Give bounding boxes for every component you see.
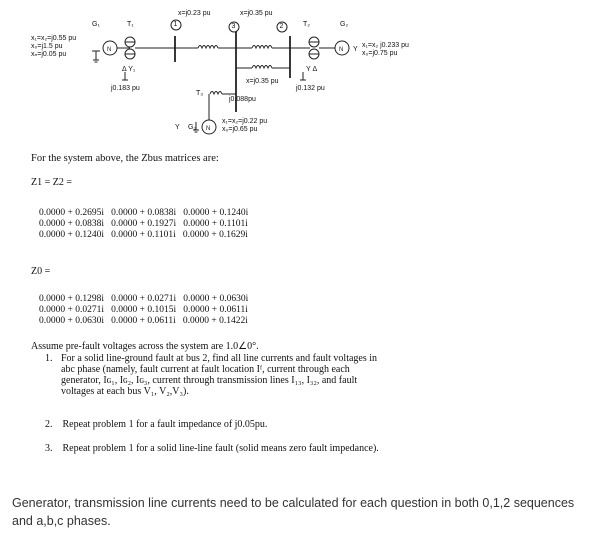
g2-label: G₂	[340, 21, 349, 28]
g3-label: G₃	[188, 124, 197, 131]
t2-label: T₂	[303, 21, 310, 28]
t2-winding-label: Y Δ	[306, 66, 318, 73]
t1-winding-label: Δ Y₁	[122, 66, 136, 73]
bus-3-label: 3	[231, 23, 236, 30]
t1-label: T₁	[127, 21, 134, 28]
bus-2-label: 2	[279, 23, 284, 30]
t1-reactance-label: j0.183 pu	[111, 85, 140, 92]
t3-label: T₃	[196, 90, 204, 97]
t3-reactance-label: j0.088pu	[229, 96, 256, 103]
assumption-text: Assume pre-fault voltages across the system are 1.0∠0°.	[31, 341, 259, 352]
z1-matrix	[39, 208, 248, 241]
intro-text: For the system above, the Zbus matrices are:	[31, 153, 219, 164]
line-32-label: x=j0.35 pu	[240, 10, 273, 17]
svg-text:N: N	[339, 47, 344, 53]
footnote: Generator, transmission line currents need to be calculated for each question in both 0,1,2 sequences and a,b,c phases.	[12, 496, 575, 528]
z1-matrix-row: 0.0000 + 0.1240i 0.0000 + 0.1101i 0.0000 + 0.1629i	[39, 230, 248, 240]
svg-text:N: N	[206, 126, 211, 132]
z0-matrix	[39, 294, 248, 327]
line-middle-label: x=j0.35 pu	[246, 78, 279, 85]
g2-y-label: Y	[353, 46, 358, 53]
t2-reactance-label: j0.132 pu	[296, 85, 325, 92]
bus-1-label: 1	[173, 21, 178, 28]
g2-reactance-label: x₁=x₂ j0.233 pu x₀=j0.75 pu	[362, 42, 409, 57]
line-13-label: x=j0.23 pu	[178, 10, 211, 17]
z1-matrix-row: 0.0000 + 0.2695i 0.0000 + 0.0838i 0.0000 + 0.1240i	[39, 208, 249, 218]
g1-reactance-label: x₁=x₂=j0.55 pu x₀=j1.5 pu xₙ=j0.05 pu	[31, 35, 77, 58]
z0-matrix-row: 0.0000 + 0.0630i 0.0000 + 0.0611i 0.0000 + 0.1422i	[39, 316, 248, 326]
svg-text:N: N	[107, 47, 112, 53]
g1-label: G₁	[92, 21, 100, 28]
z0-matrix-row: 0.0000 + 0.1298i 0.0000 + 0.0271i 0.0000 + 0.0630i	[39, 294, 249, 304]
g3-reactance-label: x₁=x₂=j0.22 pu x₀=j0.65 pu	[222, 118, 268, 133]
z1-matrix-row: 0.0000 + 0.0838i 0.0000 + 0.1927i 0.0000 + 0.1101i	[39, 219, 248, 229]
z0-label: Z0 =	[31, 266, 51, 277]
z0-matrix-row: 0.0000 + 0.0271i 0.0000 + 0.1015i 0.0000 + 0.0611i	[39, 305, 248, 315]
z1-label: Z1 = Z2 =	[31, 177, 72, 188]
g3-y-label: Y	[175, 124, 180, 131]
problem-item: 2. Repeat problem 1 for a fault impedance of j0.05pu.	[45, 419, 268, 430]
problem-item: 3. Repeat problem 1 for a solid line-line fault (solid means zero fault impedance).	[45, 443, 379, 454]
